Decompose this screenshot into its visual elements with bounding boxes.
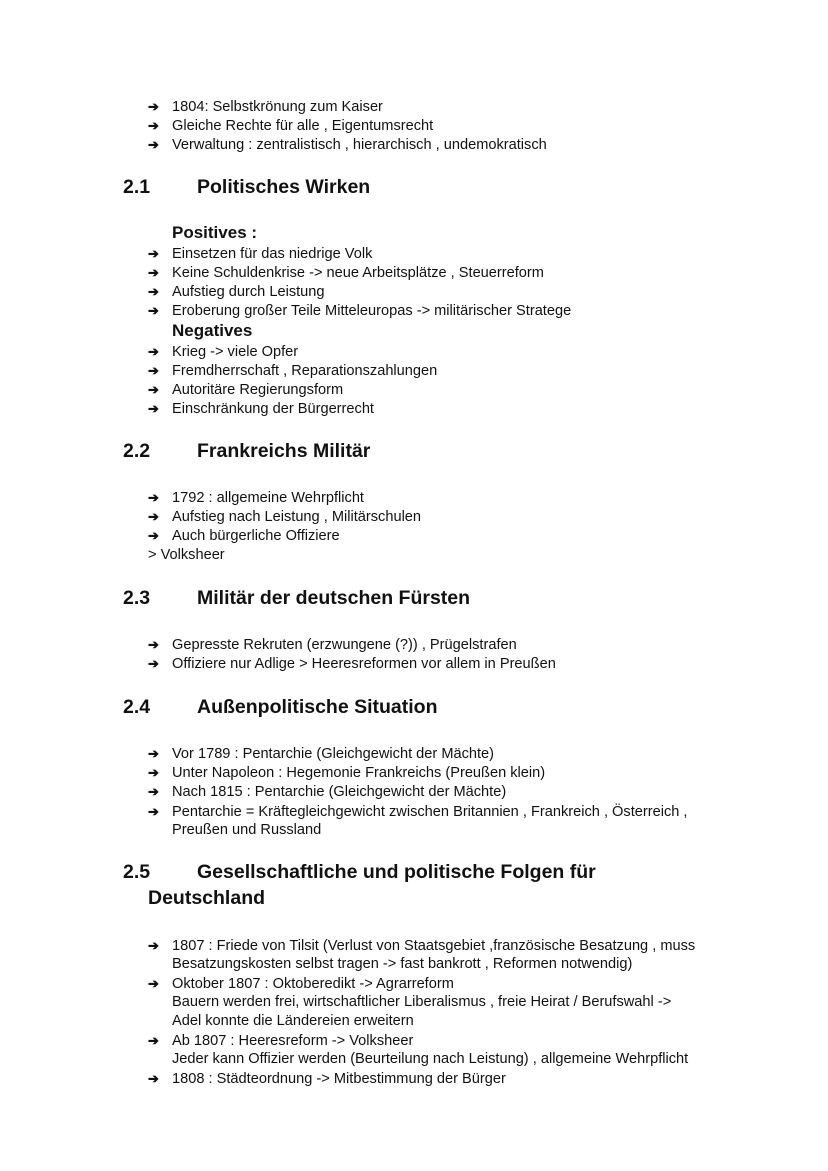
list-item: ➔ 1808 : Städteordnung -> Mitbestimmung der Bürger bbox=[148, 1071, 506, 1087]
subheading-negatives: Negatives bbox=[172, 321, 253, 340]
arrow-icon: ➔ bbox=[148, 284, 159, 299]
list-item-continuation: Preußen und Russland bbox=[172, 822, 322, 838]
section-title: Politisches Wirken bbox=[197, 176, 371, 198]
list-item: ➔ Offiziere nur Adlige > Heeresreformen vor allem in Preußen bbox=[148, 656, 556, 672]
arrow-icon: ➔ bbox=[148, 99, 159, 114]
list-item: ➔ Keine Schuldenkrise -> neue Arbeitsplätze , Steuerreform bbox=[148, 265, 544, 281]
arrow-icon: ➔ bbox=[148, 246, 159, 261]
section-title: Frankreichs Militär bbox=[197, 440, 371, 462]
list-item: ➔ 1804: Selbstkrönung zum Kaiser bbox=[148, 99, 383, 115]
arrow-icon: ➔ bbox=[148, 784, 159, 799]
list-item: ➔ 1792 : allgemeine Wehrpflicht bbox=[148, 490, 364, 506]
arrow-icon: ➔ bbox=[148, 303, 159, 318]
arrow-icon: ➔ bbox=[148, 137, 159, 152]
list-item: ➔ Einsetzen für das niedrige Volk bbox=[148, 246, 373, 262]
arrow-icon: ➔ bbox=[148, 804, 159, 819]
list-item: ➔ Gepresste Rekruten (erzwungene (?)) , Prügelstrafen bbox=[148, 637, 517, 653]
list-item-continuation: Jeder kann Offizier werden (Beurteilung nach Leistung) , allgemeine Wehrpflicht bbox=[172, 1051, 689, 1067]
section-title: Militär der deutschen Fürsten bbox=[197, 587, 471, 609]
arrow-icon: ➔ bbox=[148, 656, 159, 671]
arrow-icon: ➔ bbox=[148, 637, 159, 652]
section-number: 2.3 bbox=[123, 587, 151, 609]
list-item: ➔ Fremdherrschaft , Reparationszahlungen bbox=[148, 363, 438, 379]
list-item: ➔ Pentarchie = Kräftegleichgewicht zwischen Britannien , Frankreich , Österreich , bbox=[148, 804, 688, 820]
arrow-icon: ➔ bbox=[148, 344, 159, 359]
arrow-icon: ➔ bbox=[148, 363, 159, 378]
subheading-positives: Positives : bbox=[172, 223, 258, 242]
arrow-icon: ➔ bbox=[148, 528, 159, 543]
arrow-icon: ➔ bbox=[148, 1071, 159, 1086]
section-number: 2.5 bbox=[123, 861, 151, 883]
arrow-icon: ➔ bbox=[148, 746, 159, 761]
arrow-icon: ➔ bbox=[148, 490, 159, 505]
list-item: ➔ Eroberung großer Teile Mitteleuropas -> militärischer Stratege bbox=[148, 303, 572, 319]
arrow-icon: ➔ bbox=[148, 976, 159, 991]
list-item: ➔ Ab 1807 : Heeresreform -> Volksheer bbox=[148, 1033, 414, 1049]
arrow-icon: ➔ bbox=[148, 382, 159, 397]
section-number: 2.2 bbox=[123, 440, 151, 462]
list-item: ➔ 1807 : Friede von Tilsit (Verlust von Staatsgebiet ,französische Besatzung , muss bbox=[148, 938, 696, 954]
list-item: ➔ Oktober 1807 : Oktoberedikt -> Agrarreform bbox=[148, 976, 454, 992]
arrow-icon: ➔ bbox=[148, 1033, 159, 1048]
list-tail: > Volksheer bbox=[148, 547, 225, 563]
list-item: ➔ Aufstieg durch Leistung bbox=[148, 284, 325, 300]
list-item: ➔ Unter Napoleon : Hegemonie Frankreichs (Preußen klein) bbox=[148, 765, 546, 781]
section-title: Gesellschaftliche und politische Folgen für bbox=[197, 861, 596, 883]
section-title: Außenpolitische Situation bbox=[197, 696, 438, 718]
list-item: ➔ Auch bürgerliche Offiziere bbox=[148, 528, 340, 544]
arrow-icon: ➔ bbox=[148, 938, 159, 953]
list-item: ➔ Einschränkung der Bürgerrecht bbox=[148, 401, 374, 417]
list-item-continuation: Adel konnte die Ländereien erweitern bbox=[172, 1013, 414, 1029]
arrow-icon: ➔ bbox=[148, 265, 159, 280]
arrow-icon: ➔ bbox=[148, 401, 159, 416]
list-item-continuation: Besatzungskosten selbst tragen -> fast bankrott , Reformen notwendig) bbox=[172, 956, 633, 972]
section-number: 2.1 bbox=[123, 176, 151, 198]
section-number: 2.4 bbox=[123, 696, 151, 718]
list-item: ➔ Nach 1815 : Pentarchie (Gleichgewicht der Mächte) bbox=[148, 784, 507, 800]
arrow-icon: ➔ bbox=[148, 118, 159, 133]
list-item: ➔ Gleiche Rechte für alle , Eigentumsrecht bbox=[148, 118, 434, 134]
list-item: ➔ Krieg -> viele Opfer bbox=[148, 344, 299, 360]
list-item-continuation: Bauern werden frei, wirtschaftlicher Liberalismus , freie Heirat / Berufswahl -> bbox=[172, 994, 672, 1010]
section-title-continuation: Deutschland bbox=[148, 887, 266, 909]
list-item: ➔ Vor 1789 : Pentarchie (Gleichgewicht der Mächte) bbox=[148, 746, 495, 762]
list-item: ➔ Aufstieg nach Leistung , Militärschulen bbox=[148, 509, 422, 525]
arrow-icon: ➔ bbox=[148, 765, 159, 780]
arrow-icon: ➔ bbox=[148, 509, 159, 524]
list-item: ➔ Autoritäre Regierungsform bbox=[148, 382, 344, 398]
list-item: ➔ Verwaltung : zentralistisch , hierarchisch , undemokratisch bbox=[148, 137, 547, 153]
